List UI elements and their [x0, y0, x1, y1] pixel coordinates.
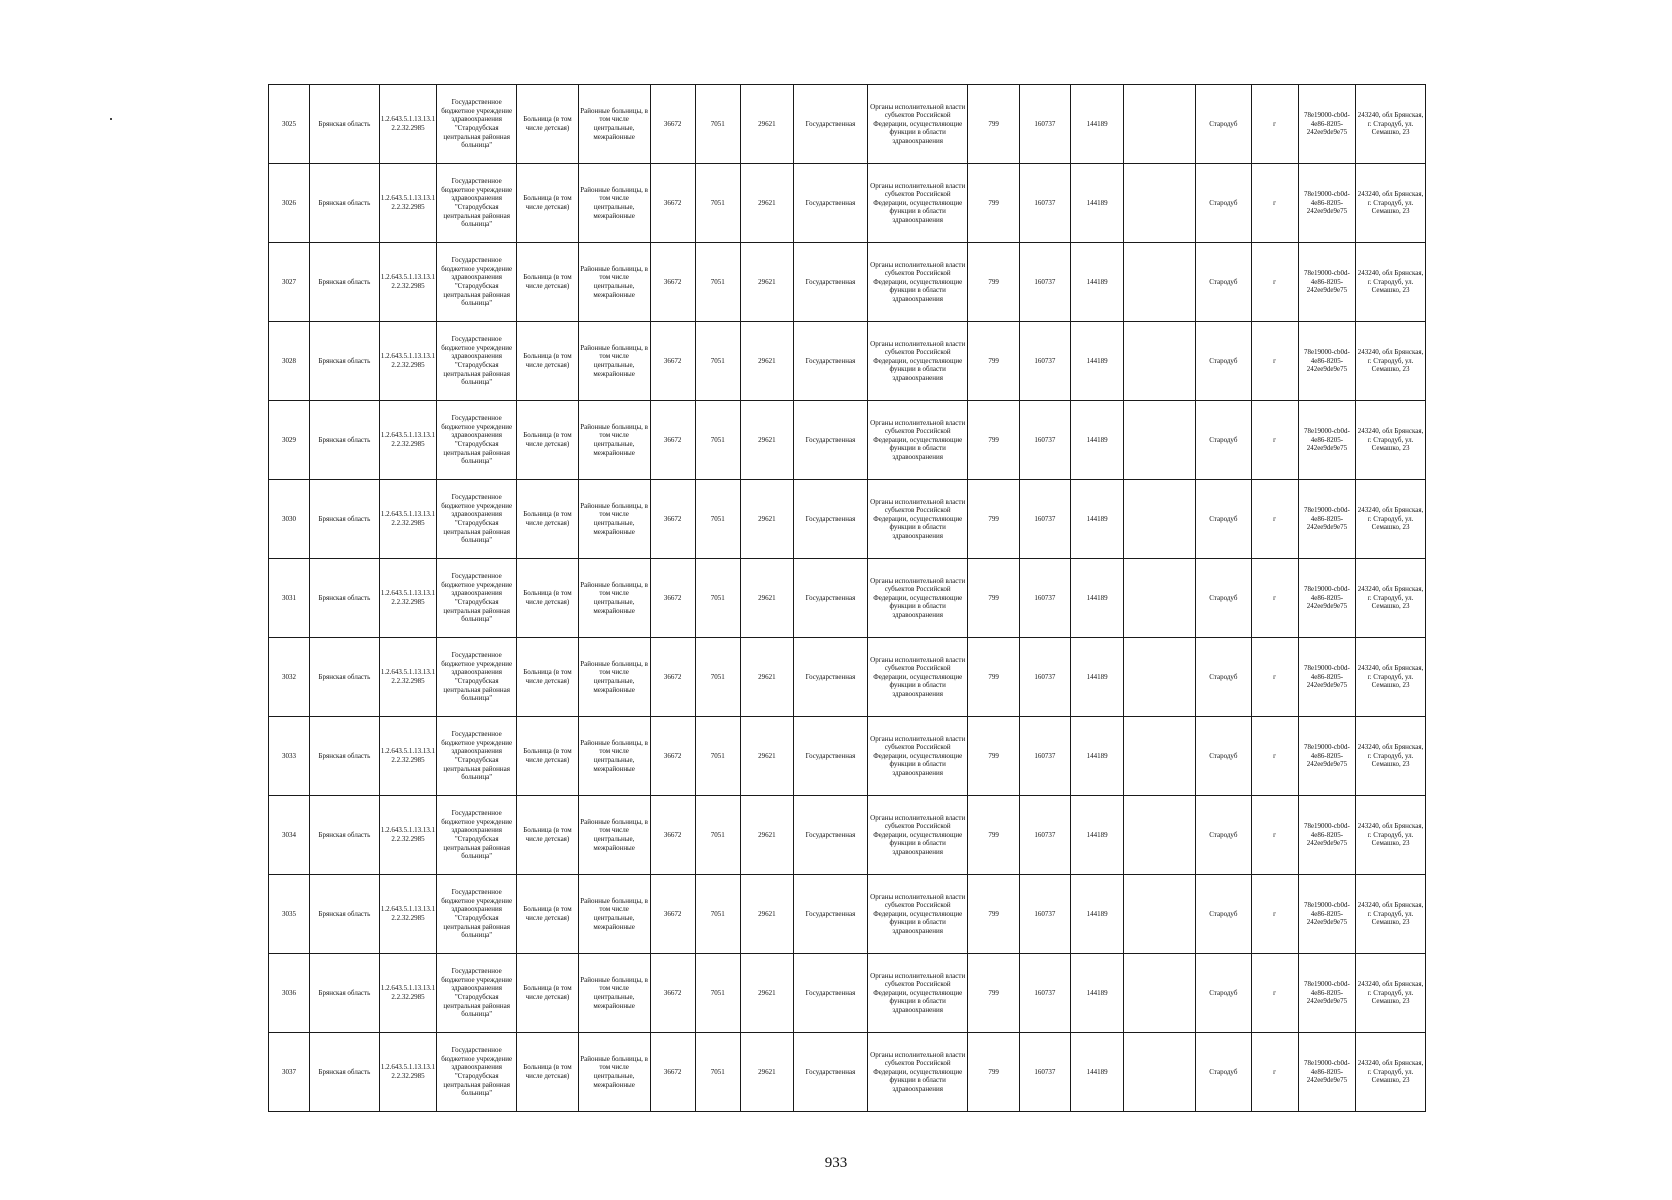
address-cell: 243240, обл Брянская, г. Стародуб, ул. Семашко, 23 [1356, 559, 1426, 638]
value-cell-4: 799 [968, 717, 1019, 796]
value-cell-6: 144189 [1071, 717, 1124, 796]
table-row [269, 559, 1426, 638]
region-cell: Брянская область [310, 796, 380, 875]
ownership-cell: Государственная [794, 559, 868, 638]
oid-code-cell: 1.2.643.5.1.13.13.12.2.32.2985 [379, 638, 436, 717]
address-cell: 243240, обл Брянская, г. Стародуб, ул. Семашко, 23 [1356, 875, 1426, 954]
region-cell: Брянская область [310, 638, 380, 717]
row-number: 3034 [269, 796, 310, 875]
region-cell: Брянская область [310, 954, 380, 1033]
value-cell-3: 29621 [740, 1033, 793, 1112]
value-cell-6: 144189 [1071, 322, 1124, 401]
city-cell: Стародуб [1196, 954, 1251, 1033]
value-cell-1: 36672 [650, 717, 695, 796]
value-cell-6: 144189 [1071, 559, 1124, 638]
organization-name-cell: Государственное бюджетное учреждение здравоохранения "Стародубская центральная районная больница" [437, 796, 517, 875]
value-cell-2: 7051 [695, 875, 740, 954]
value-cell-2: 7051 [695, 1033, 740, 1112]
value-cell-3: 29621 [740, 717, 793, 796]
table-body [269, 85, 1426, 1112]
table-row [269, 638, 1426, 717]
value-cell-1: 36672 [650, 1033, 695, 1112]
guid-cell: 78e19000-cb0d-4e86-8205-242ee9de9e75 [1298, 954, 1355, 1033]
address-cell: 243240, обл Брянская, г. Стародуб, ул. Семашко, 23 [1356, 796, 1426, 875]
value-cell-6: 144189 [1071, 401, 1124, 480]
organization-name-cell: Государственное бюджетное учреждение здравоохранения "Стародубская центральная районная больница" [437, 717, 517, 796]
oid-code-cell: 1.2.643.5.1.13.13.12.2.32.2985 [379, 1033, 436, 1112]
empty-cell [1124, 875, 1196, 954]
organization-name-cell: Государственное бюджетное учреждение здравоохранения "Стародубская центральная районная больница" [437, 164, 517, 243]
value-cell-6: 144189 [1071, 796, 1124, 875]
table-row [269, 875, 1426, 954]
facility-type-cell: Больница (в том числе детская) [517, 322, 579, 401]
empty-cell [1124, 559, 1196, 638]
region-cell: Брянская область [310, 322, 380, 401]
value-cell-6: 144189 [1071, 85, 1124, 164]
registry-table [268, 84, 1426, 1112]
value-cell-3: 29621 [740, 85, 793, 164]
facility-subtype-cell: Районные больницы, в том числе центральные, межрайонные [578, 559, 650, 638]
region-cell: Брянская область [310, 401, 380, 480]
table-row [269, 322, 1426, 401]
facility-type-cell: Больница (в том числе детская) [517, 243, 579, 322]
organization-name-cell: Государственное бюджетное учреждение здравоохранения "Стародубская центральная районная больница" [437, 559, 517, 638]
city-cell: Стародуб [1196, 796, 1251, 875]
row-number: 3032 [269, 638, 310, 717]
settlement-type-cell: г [1251, 796, 1298, 875]
value-cell-1: 36672 [650, 164, 695, 243]
value-cell-6: 144189 [1071, 875, 1124, 954]
guid-cell: 78e19000-cb0d-4e86-8205-242ee9de9e75 [1298, 559, 1355, 638]
ownership-cell: Государственная [794, 480, 868, 559]
table-row [269, 85, 1426, 164]
empty-cell [1124, 1033, 1196, 1112]
region-cell: Брянская область [310, 243, 380, 322]
ownership-cell: Государственная [794, 164, 868, 243]
city-cell: Стародуб [1196, 1033, 1251, 1112]
oid-code-cell: 1.2.643.5.1.13.13.12.2.32.2985 [379, 401, 436, 480]
value-cell-3: 29621 [740, 796, 793, 875]
facility-type-cell: Больница (в том числе детская) [517, 796, 579, 875]
value-cell-4: 799 [968, 559, 1019, 638]
table-row [269, 1033, 1426, 1112]
facility-subtype-cell: Районные больницы, в том числе центральные, межрайонные [578, 243, 650, 322]
ownership-cell: Государственная [794, 243, 868, 322]
value-cell-1: 36672 [650, 875, 695, 954]
city-cell: Стародуб [1196, 322, 1251, 401]
value-cell-1: 36672 [650, 85, 695, 164]
value-cell-5: 160737 [1019, 717, 1070, 796]
empty-cell [1124, 480, 1196, 559]
city-cell: Стародуб [1196, 717, 1251, 796]
ownership-cell: Государственная [794, 322, 868, 401]
organization-name-cell: Государственное бюджетное учреждение здравоохранения "Стародубская центральная районная больница" [437, 638, 517, 717]
oid-code-cell: 1.2.643.5.1.13.13.12.2.32.2985 [379, 85, 436, 164]
settlement-type-cell: г [1251, 954, 1298, 1033]
value-cell-5: 160737 [1019, 1033, 1070, 1112]
oid-code-cell: 1.2.643.5.1.13.13.12.2.32.2985 [379, 164, 436, 243]
table-row [269, 243, 1426, 322]
settlement-type-cell: г [1251, 401, 1298, 480]
empty-cell [1124, 85, 1196, 164]
row-number: 3027 [269, 243, 310, 322]
city-cell: Стародуб [1196, 401, 1251, 480]
settlement-type-cell: г [1251, 875, 1298, 954]
address-cell: 243240, обл Брянская, г. Стародуб, ул. Семашко, 23 [1356, 480, 1426, 559]
ownership-cell: Государственная [794, 638, 868, 717]
value-cell-4: 799 [968, 875, 1019, 954]
authority-cell: Органы исполнительной власти субъектов Российской Федерации, осуществляющие функции в области здравоохранения [867, 85, 968, 164]
authority-cell: Органы исполнительной власти субъектов Российской Федерации, осуществляющие функции в области здравоохранения [867, 322, 968, 401]
address-cell: 243240, обл Брянская, г. Стародуб, ул. Семашко, 23 [1356, 638, 1426, 717]
oid-code-cell: 1.2.643.5.1.13.13.12.2.32.2985 [379, 875, 436, 954]
empty-cell [1124, 322, 1196, 401]
organization-name-cell: Государственное бюджетное учреждение здравоохранения "Стародубская центральная районная больница" [437, 1033, 517, 1112]
value-cell-4: 799 [968, 954, 1019, 1033]
empty-cell [1124, 796, 1196, 875]
value-cell-5: 160737 [1019, 954, 1070, 1033]
empty-cell [1124, 401, 1196, 480]
region-cell: Брянская область [310, 717, 380, 796]
address-cell: 243240, обл Брянская, г. Стародуб, ул. Семашко, 23 [1356, 717, 1426, 796]
value-cell-4: 799 [968, 480, 1019, 559]
value-cell-5: 160737 [1019, 796, 1070, 875]
value-cell-6: 144189 [1071, 243, 1124, 322]
value-cell-1: 36672 [650, 559, 695, 638]
authority-cell: Органы исполнительной власти субъектов Российской Федерации, осуществляющие функции в области здравоохранения [867, 954, 968, 1033]
settlement-type-cell: г [1251, 559, 1298, 638]
guid-cell: 78e19000-cb0d-4e86-8205-242ee9de9e75 [1298, 875, 1355, 954]
organization-name-cell: Государственное бюджетное учреждение здравоохранения "Стародубская центральная районная больница" [437, 243, 517, 322]
value-cell-3: 29621 [740, 875, 793, 954]
empty-cell [1124, 638, 1196, 717]
value-cell-2: 7051 [695, 796, 740, 875]
settlement-type-cell: г [1251, 638, 1298, 717]
value-cell-4: 799 [968, 322, 1019, 401]
address-cell: 243240, обл Брянская, г. Стародуб, ул. Семашко, 23 [1356, 954, 1426, 1033]
ownership-cell: Государственная [794, 717, 868, 796]
value-cell-5: 160737 [1019, 243, 1070, 322]
page-number: 933 [824, 1155, 848, 1171]
row-number: 3033 [269, 717, 310, 796]
value-cell-3: 29621 [740, 480, 793, 559]
city-cell: Стародуб [1196, 638, 1251, 717]
guid-cell: 78e19000-cb0d-4e86-8205-242ee9de9e75 [1298, 401, 1355, 480]
facility-type-cell: Больница (в том числе детская) [517, 954, 579, 1033]
value-cell-3: 29621 [740, 954, 793, 1033]
facility-type-cell: Больница (в том числе детская) [517, 164, 579, 243]
guid-cell: 78e19000-cb0d-4e86-8205-242ee9de9e75 [1298, 243, 1355, 322]
settlement-type-cell: г [1251, 243, 1298, 322]
facility-subtype-cell: Районные больницы, в том числе центральные, межрайонные [578, 796, 650, 875]
facility-type-cell: Больница (в том числе детская) [517, 85, 579, 164]
address-cell: 243240, обл Брянская, г. Стародуб, ул. Семашко, 23 [1356, 401, 1426, 480]
value-cell-1: 36672 [650, 954, 695, 1033]
value-cell-2: 7051 [695, 85, 740, 164]
settlement-type-cell: г [1251, 717, 1298, 796]
value-cell-1: 36672 [650, 243, 695, 322]
address-cell: 243240, обл Брянская, г. Стародуб, ул. Семашко, 23 [1356, 1033, 1426, 1112]
facility-type-cell: Больница (в том числе детская) [517, 1033, 579, 1112]
settlement-type-cell: г [1251, 164, 1298, 243]
city-cell: Стародуб [1196, 85, 1251, 164]
value-cell-6: 144189 [1071, 1033, 1124, 1112]
value-cell-5: 160737 [1019, 638, 1070, 717]
oid-code-cell: 1.2.643.5.1.13.13.12.2.32.2985 [379, 796, 436, 875]
facility-subtype-cell: Районные больницы, в том числе центральные, межрайонные [578, 480, 650, 559]
settlement-type-cell: г [1251, 85, 1298, 164]
guid-cell: 78e19000-cb0d-4e86-8205-242ee9de9e75 [1298, 322, 1355, 401]
facility-subtype-cell: Районные больницы, в том числе центральные, межрайонные [578, 717, 650, 796]
organization-name-cell: Государственное бюджетное учреждение здравоохранения "Стародубская центральная районная больница" [437, 322, 517, 401]
oid-code-cell: 1.2.643.5.1.13.13.12.2.32.2985 [379, 954, 436, 1033]
value-cell-3: 29621 [740, 243, 793, 322]
authority-cell: Органы исполнительной власти субъектов Российской Федерации, осуществляющие функции в области здравоохранения [867, 796, 968, 875]
city-cell: Стародуб [1196, 164, 1251, 243]
facility-subtype-cell: Районные больницы, в том числе центральные, межрайонные [578, 1033, 650, 1112]
authority-cell: Органы исполнительной власти субъектов Российской Федерации, осуществляющие функции в области здравоохранения [867, 1033, 968, 1112]
row-number: 3029 [269, 401, 310, 480]
organization-name-cell: Государственное бюджетное учреждение здравоохранения "Стародубская центральная районная больница" [437, 480, 517, 559]
value-cell-3: 29621 [740, 164, 793, 243]
ownership-cell: Государственная [794, 85, 868, 164]
value-cell-2: 7051 [695, 559, 740, 638]
authority-cell: Органы исполнительной власти субъектов Российской Федерации, осуществляющие функции в области здравоохранения [867, 401, 968, 480]
table-row [269, 954, 1426, 1033]
region-cell: Брянская область [310, 875, 380, 954]
ownership-cell: Государственная [794, 401, 868, 480]
address-cell: 243240, обл Брянская, г. Стародуб, ул. Семашко, 23 [1356, 164, 1426, 243]
value-cell-1: 36672 [650, 638, 695, 717]
table-row [269, 796, 1426, 875]
organization-name-cell: Государственное бюджетное учреждение здравоохранения "Стародубская центральная районная больница" [437, 875, 517, 954]
value-cell-3: 29621 [740, 559, 793, 638]
facility-type-cell: Больница (в том числе детская) [517, 638, 579, 717]
oid-code-cell: 1.2.643.5.1.13.13.12.2.32.2985 [379, 322, 436, 401]
ownership-cell: Государственная [794, 1033, 868, 1112]
authority-cell: Органы исполнительной власти субъектов Российской Федерации, осуществляющие функции в области здравоохранения [867, 243, 968, 322]
authority-cell: Органы исполнительной власти субъектов Российской Федерации, осуществляющие функции в области здравоохранения [867, 875, 968, 954]
settlement-type-cell: г [1251, 1033, 1298, 1112]
row-number: 3026 [269, 164, 310, 243]
value-cell-4: 799 [968, 85, 1019, 164]
value-cell-6: 144189 [1071, 638, 1124, 717]
value-cell-5: 160737 [1019, 480, 1070, 559]
value-cell-4: 799 [968, 796, 1019, 875]
value-cell-5: 160737 [1019, 322, 1070, 401]
value-cell-2: 7051 [695, 480, 740, 559]
facility-subtype-cell: Районные больницы, в том числе центральные, межрайонные [578, 638, 650, 717]
organization-name-cell: Государственное бюджетное учреждение здравоохранения "Стародубская центральная районная больница" [437, 85, 517, 164]
facility-subtype-cell: Районные больницы, в том числе центральные, межрайонные [578, 322, 650, 401]
empty-cell [1124, 717, 1196, 796]
city-cell: Стародуб [1196, 243, 1251, 322]
ownership-cell: Государственная [794, 875, 868, 954]
authority-cell: Органы исполнительной власти субъектов Российской Федерации, осуществляющие функции в области здравоохранения [867, 638, 968, 717]
value-cell-4: 799 [968, 164, 1019, 243]
guid-cell: 78e19000-cb0d-4e86-8205-242ee9de9e75 [1298, 638, 1355, 717]
guid-cell: 78e19000-cb0d-4e86-8205-242ee9de9e75 [1298, 796, 1355, 875]
guid-cell: 78e19000-cb0d-4e86-8205-242ee9de9e75 [1298, 1033, 1355, 1112]
value-cell-6: 144189 [1071, 480, 1124, 559]
facility-type-cell: Больница (в том числе детская) [517, 480, 579, 559]
value-cell-4: 799 [968, 243, 1019, 322]
row-number: 3037 [269, 1033, 310, 1112]
region-cell: Брянская область [310, 480, 380, 559]
guid-cell: 78e19000-cb0d-4e86-8205-242ee9de9e75 [1298, 480, 1355, 559]
facility-type-cell: Больница (в том числе детская) [517, 717, 579, 796]
city-cell: Стародуб [1196, 480, 1251, 559]
oid-code-cell: 1.2.643.5.1.13.13.12.2.32.2985 [379, 243, 436, 322]
row-number: 3030 [269, 480, 310, 559]
row-number: 3036 [269, 954, 310, 1033]
empty-cell [1124, 164, 1196, 243]
empty-cell [1124, 954, 1196, 1033]
city-cell: Стародуб [1196, 875, 1251, 954]
settlement-type-cell: г [1251, 480, 1298, 559]
facility-subtype-cell: Районные больницы, в том числе центральные, межрайонные [578, 85, 650, 164]
region-cell: Брянская область [310, 85, 380, 164]
table-row [269, 401, 1426, 480]
value-cell-2: 7051 [695, 243, 740, 322]
guid-cell: 78e19000-cb0d-4e86-8205-242ee9de9e75 [1298, 717, 1355, 796]
oid-code-cell: 1.2.643.5.1.13.13.12.2.32.2985 [379, 559, 436, 638]
guid-cell: 78e19000-cb0d-4e86-8205-242ee9de9e75 [1298, 164, 1355, 243]
settlement-type-cell: г [1251, 322, 1298, 401]
facility-type-cell: Больница (в том числе детская) [517, 875, 579, 954]
table-row [269, 717, 1426, 796]
value-cell-3: 29621 [740, 322, 793, 401]
ownership-cell: Государственная [794, 954, 868, 1033]
region-cell: Брянская область [310, 559, 380, 638]
value-cell-1: 36672 [650, 796, 695, 875]
value-cell-2: 7051 [695, 322, 740, 401]
oid-code-cell: 1.2.643.5.1.13.13.12.2.32.2985 [379, 480, 436, 559]
value-cell-4: 799 [968, 401, 1019, 480]
row-number: 3025 [269, 85, 310, 164]
value-cell-5: 160737 [1019, 401, 1070, 480]
table-row [269, 480, 1426, 559]
value-cell-3: 29621 [740, 638, 793, 717]
row-number: 3028 [269, 322, 310, 401]
authority-cell: Органы исполнительной власти субъектов Российской Федерации, осуществляющие функции в области здравоохранения [867, 480, 968, 559]
organization-name-cell: Государственное бюджетное учреждение здравоохранения "Стародубская центральная районная больница" [437, 401, 517, 480]
value-cell-2: 7051 [695, 638, 740, 717]
value-cell-5: 160737 [1019, 875, 1070, 954]
facility-subtype-cell: Районные больницы, в том числе центральные, межрайонные [578, 875, 650, 954]
facility-type-cell: Больница (в том числе детская) [517, 559, 579, 638]
table-row [269, 164, 1426, 243]
value-cell-3: 29621 [740, 401, 793, 480]
address-cell: 243240, обл Брянская, г. Стародуб, ул. Семашко, 23 [1356, 243, 1426, 322]
address-cell: 243240, обл Брянская, г. Стародуб, ул. Семашко, 23 [1356, 85, 1426, 164]
region-cell: Брянская область [310, 164, 380, 243]
value-cell-1: 36672 [650, 480, 695, 559]
scan-speck [110, 118, 112, 120]
value-cell-1: 36672 [650, 322, 695, 401]
facility-type-cell: Больница (в том числе детская) [517, 401, 579, 480]
value-cell-5: 160737 [1019, 85, 1070, 164]
value-cell-1: 36672 [650, 401, 695, 480]
organization-name-cell: Государственное бюджетное учреждение здравоохранения "Стародубская центральная районная больница" [437, 954, 517, 1033]
row-number: 3035 [269, 875, 310, 954]
region-cell: Брянская область [310, 1033, 380, 1112]
value-cell-6: 144189 [1071, 164, 1124, 243]
facility-subtype-cell: Районные больницы, в том числе центральные, межрайонные [578, 954, 650, 1033]
value-cell-2: 7051 [695, 164, 740, 243]
authority-cell: Органы исполнительной власти субъектов Российской Федерации, осуществляющие функции в области здравоохранения [867, 717, 968, 796]
value-cell-4: 799 [968, 638, 1019, 717]
authority-cell: Органы исполнительной власти субъектов Российской Федерации, осуществляющие функции в области здравоохранения [867, 164, 968, 243]
city-cell: Стародуб [1196, 559, 1251, 638]
empty-cell [1124, 243, 1196, 322]
value-cell-5: 160737 [1019, 164, 1070, 243]
authority-cell: Органы исполнительной власти субъектов Российской Федерации, осуществляющие функции в области здравоохранения [867, 559, 968, 638]
address-cell: 243240, обл Брянская, г. Стародуб, ул. Семашко, 23 [1356, 322, 1426, 401]
value-cell-6: 144189 [1071, 954, 1124, 1033]
value-cell-2: 7051 [695, 717, 740, 796]
row-number: 3031 [269, 559, 310, 638]
value-cell-4: 799 [968, 1033, 1019, 1112]
value-cell-5: 160737 [1019, 559, 1070, 638]
value-cell-2: 7051 [695, 401, 740, 480]
ownership-cell: Государственная [794, 796, 868, 875]
value-cell-2: 7051 [695, 954, 740, 1033]
guid-cell: 78e19000-cb0d-4e86-8205-242ee9de9e75 [1298, 85, 1355, 164]
oid-code-cell: 1.2.643.5.1.13.13.12.2.32.2985 [379, 717, 436, 796]
facility-subtype-cell: Районные больницы, в том числе центральные, межрайонные [578, 401, 650, 480]
facility-subtype-cell: Районные больницы, в том числе центральные, межрайонные [578, 164, 650, 243]
